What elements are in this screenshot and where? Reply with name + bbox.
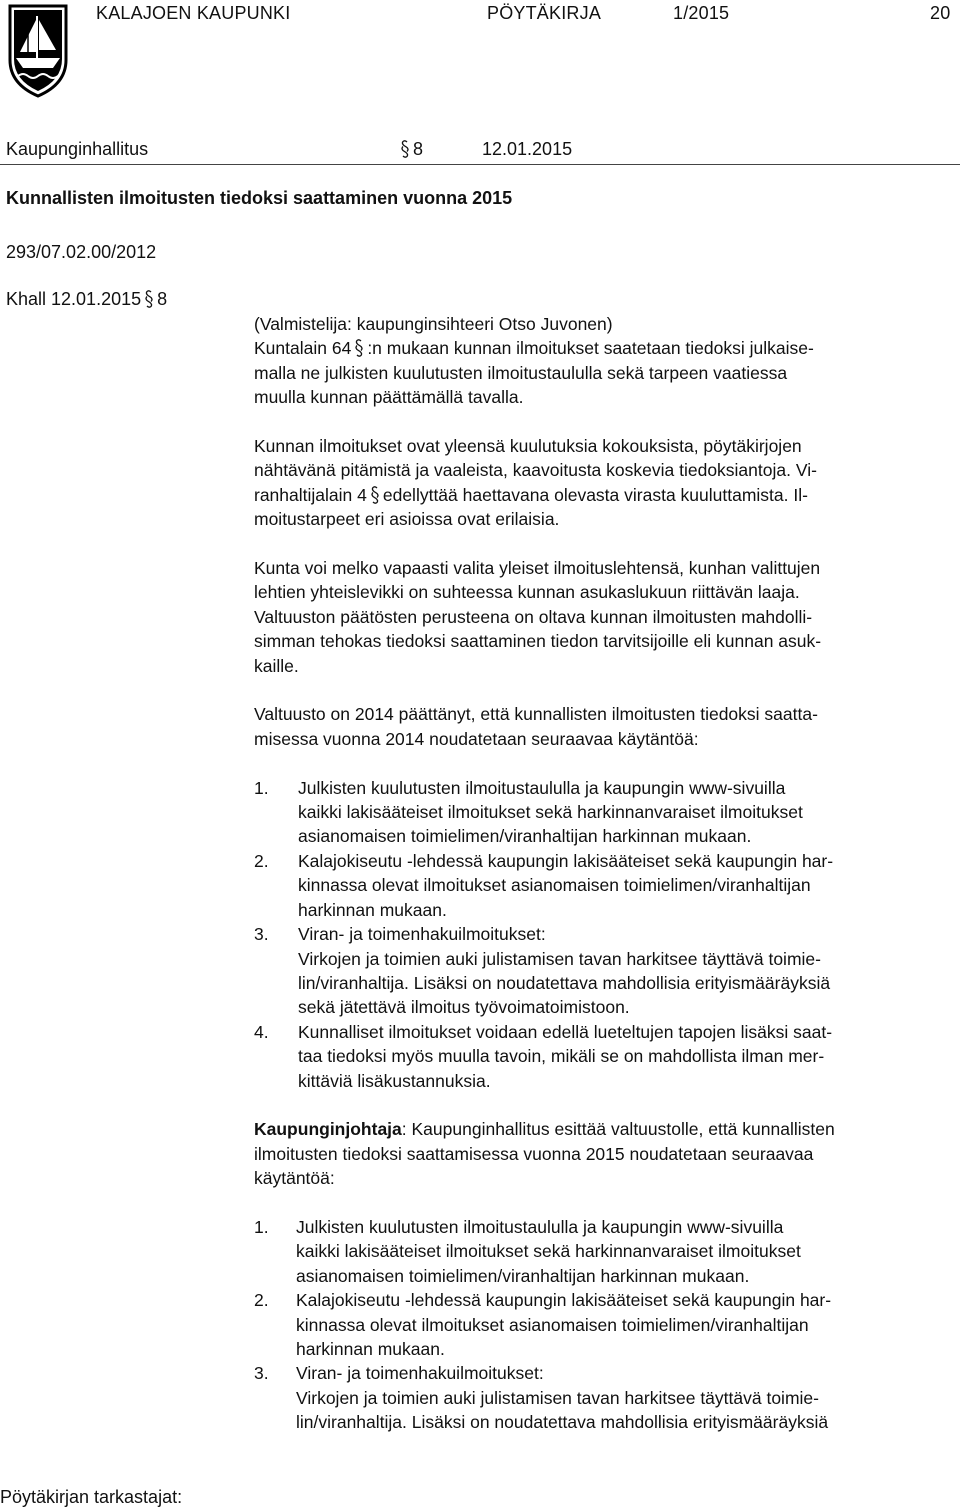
list-item xyxy=(254,1361,958,1434)
list-item xyxy=(254,922,958,1020)
text-line: moitustarpeet eri asioissa ovat erilaisia. xyxy=(254,509,560,530)
reviewers-label: Pöytäkirjan tarkastajat: xyxy=(0,1487,183,1507)
list-item-line: kittäviä lisäkustannuksia. xyxy=(298,1070,491,1091)
law-reference: ranhaltijalain 4 xyxy=(254,484,367,505)
list-item xyxy=(254,1020,958,1093)
list-item-line: kaikki lakisääteiset ilmoitukset sekä harkinnanvaraiset ilmoitukset xyxy=(296,1241,801,1262)
text-line xyxy=(254,1117,958,1141)
text-line xyxy=(254,483,958,507)
preparer-line: (Valmistelija: kaupunginsihteeri Otso Juvonen) xyxy=(254,314,613,334)
handling-reference xyxy=(6,289,167,310)
section-sign-icon xyxy=(354,338,364,358)
list-item-line: asianomaisen toimielimen/viranhaltijan harkinnan mukaan. xyxy=(298,826,752,847)
list-item xyxy=(254,776,958,849)
text-line: ilmoitusten tiedoksi saattamisessa vuonna 2015 noudatetaan seuraavaa xyxy=(254,1143,814,1164)
paragraph-notices xyxy=(254,434,958,532)
list-item xyxy=(254,1215,958,1288)
list-item-number: 3. xyxy=(254,924,269,945)
paragraph-previous-decision xyxy=(254,702,958,751)
list-item-line: Kalajokiseutu -lehdessä kaupungin lakisääteiset sekä kaupungin har- xyxy=(298,850,834,871)
list-item xyxy=(254,849,958,922)
topic-title: Kunnallisten ilmoitusten tiedoksi saattaminen vuonna 2015 xyxy=(6,188,513,208)
list-item-line: kinnassa olevat ilmoitukset asianomaisen toimielimen/viranhaltijan xyxy=(296,1314,809,1335)
meeting-section-number: 8 xyxy=(413,139,424,159)
text-line: käytäntöä: xyxy=(254,1168,335,1189)
text-line: Valtuusto on 2014 päättänyt, että kunnallisten ilmoitusten tiedoksi saatta- xyxy=(254,704,818,725)
section-sign-icon xyxy=(370,485,380,505)
previous-practice-list xyxy=(254,776,958,1093)
text-line: nähtävänä pitämistä ja vaaleista, kaavoitusta koskevia tiedoksiantoja. Vi- xyxy=(254,460,817,481)
law-reference: Kuntalain 64 xyxy=(254,338,352,359)
text-line: kaille. xyxy=(254,655,299,676)
meeting-body: Kaupunginhallitus xyxy=(6,139,149,159)
header-page-number: 20 xyxy=(930,3,951,23)
list-item-line: Viran- ja toimenhakuilmoitukset: xyxy=(298,924,546,945)
text-line: malla ne julkisten kuulutusten ilmoitustaululla sekä tarpeen vaatiessa xyxy=(254,362,788,383)
handling-reference-section: 8 xyxy=(157,289,168,309)
list-item-line: asianomaisen toimielimen/viranhaltijan harkinnan mukaan. xyxy=(296,1265,750,1286)
list-item-number: 1. xyxy=(254,1216,269,1237)
diary-number: 293/07.02.00/2012 xyxy=(6,242,157,262)
text-line: muulla kunnan päättämällä tavalla. xyxy=(254,387,524,408)
text-fragment: edellyttää haettavana olevasta virasta kuuluttamista. Il- xyxy=(382,484,808,505)
proposed-practice-list xyxy=(254,1215,958,1435)
list-item-line: Julkisten kuulutusten ilmoitustaululla ja kaupungin www-sivuilla xyxy=(296,1216,784,1237)
list-item-line: harkinnan mukaan. xyxy=(298,899,447,920)
paragraph-preparer xyxy=(254,312,958,410)
list-item-number: 4. xyxy=(254,1021,269,1042)
text-line: Kunta voi melko vapaasti valita yleiset ilmoituslehtensä, kunhan valittujen xyxy=(254,558,821,579)
text-line xyxy=(254,336,958,360)
list-item-line: sekä jätettävä ilmoitus työvoimatoimistoon. xyxy=(298,997,630,1018)
body-column xyxy=(254,312,958,1435)
list-item-number: 1. xyxy=(254,777,269,798)
list-item-line: lin/viranhaltija. Lisäksi on noudatettava mahdollisia erityismääräyksiä xyxy=(296,1412,829,1433)
text-line: simman tehokas tiedoksi saattaminen tiedon tarvitsijoille eli kunnan asuk- xyxy=(254,631,822,652)
list-item-line: Virkojen ja toimien auki julistamisen tavan harkitsee täyttävä toimie- xyxy=(296,1387,819,1408)
list-item-line: Virkojen ja toimien auki julistamisen tavan harkitsee täyttävä toimie- xyxy=(298,948,821,969)
list-item-line: harkinnan mukaan. xyxy=(296,1338,445,1359)
meeting-date: 12.01.2015 xyxy=(482,139,573,159)
text-fragment: :n mukaan kunnan ilmoitukset saatetaan tiedoksi julkaise- xyxy=(367,338,814,359)
paragraph-proposal xyxy=(254,1117,958,1190)
header-doc-type: PÖYTÄKIRJA xyxy=(487,3,602,23)
list-item-line: kaikki lakisääteiset ilmoitukset sekä harkinnanvaraiset ilmoitukset xyxy=(298,802,803,823)
section-sign-icon xyxy=(144,289,154,309)
header-city: KALAJOEN KAUPUNKI xyxy=(96,3,291,23)
list-item-line: kinnassa olevat ilmoitukset asianomaisen toimielimen/viranhaltijan xyxy=(298,875,811,896)
text-fragment: : Kaupunginhallitus esittää valtuustolle, että kunnallisten xyxy=(401,1119,835,1140)
list-item-line: Kalajokiseutu -lehdessä kaupungin lakisääteiset sekä kaupungin har- xyxy=(296,1290,832,1311)
list-item-line: Julkisten kuulutusten ilmoitustaululla ja kaupungin www-sivuilla xyxy=(298,777,786,798)
list-item-number: 2. xyxy=(254,1290,269,1311)
header-doc-number: 1/2015 xyxy=(673,3,730,23)
proposal-label: Kaupunginjohtaja xyxy=(254,1119,402,1140)
city-coat-of-arms-icon xyxy=(6,2,70,100)
list-item-line: Viran- ja toimenhakuilmoitukset: xyxy=(296,1363,544,1384)
text-line: Valtuuston päätösten perusteena on oltava kunnan ilmoitusten mahdolli- xyxy=(254,606,813,627)
list-item-line: taa tiedoksi myös muulla tavoin, mikäli se on mahdollista ilman mer- xyxy=(298,1046,825,1067)
list-item xyxy=(254,1288,958,1361)
list-item-number: 3. xyxy=(254,1363,269,1384)
meeting-section xyxy=(397,139,423,160)
paragraph-newspapers xyxy=(254,556,958,678)
text-line: misessa vuonna 2014 noudatetaan seuraavaa käytäntöä: xyxy=(254,728,699,749)
section-sign-icon xyxy=(400,139,410,159)
text-line: lehtien yhteislevikki on suhteessa kunnan asukaslukuun riittävän laaja. xyxy=(254,582,800,603)
handling-reference-date: Khall 12.01.2015 xyxy=(6,289,142,309)
list-item-number: 2. xyxy=(254,850,269,871)
list-item-line: Kunnalliset ilmoitukset voidaan edellä lueteltujen tapojen lisäksi saat- xyxy=(298,1021,833,1042)
list-item-line: lin/viranhaltija. Lisäksi on noudatettava mahdollisia erityismääräyksiä xyxy=(298,972,831,993)
text-line: Kunnan ilmoitukset ovat yleensä kuulutuksia kokouksista, pöytäkirjojen xyxy=(254,436,802,457)
